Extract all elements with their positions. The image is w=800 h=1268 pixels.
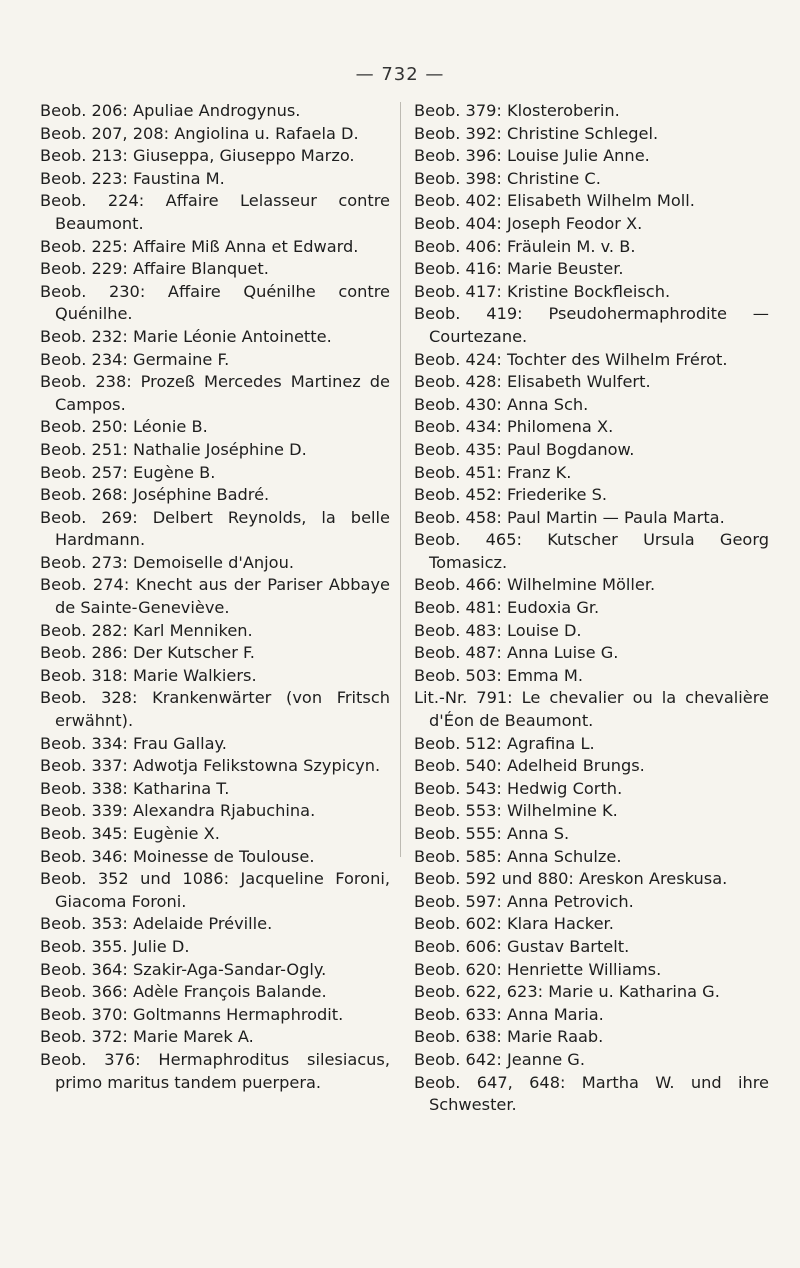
- index-entry: Beob. 338: Katharina T.: [40, 778, 230, 798]
- index-entry: Beob. 483: Louise D.: [414, 620, 582, 640]
- column-divider: [400, 102, 401, 857]
- index-entry: Beob. 334: Frau Gallay.: [40, 733, 227, 753]
- index-entry: Beob. 282: Karl Menniken.: [40, 620, 253, 640]
- index-entry: Beob. 225: Affaire Miß Anna et Edward.: [40, 236, 359, 256]
- index-entry: Beob. 318: Marie Walkiers.: [40, 665, 257, 685]
- index-entry: Beob. 428: Elisabeth Wulfert.: [414, 372, 651, 392]
- index-entry: Beob. 345: Eugènie X.: [40, 824, 220, 843]
- index-entry: Beob. 622, 623: Marie u. Katharina G.: [414, 982, 720, 1002]
- index-entry: Beob. 419: Pseudohermaphrodite — Courtezane.: [414, 304, 769, 346]
- index-entry: Beob. 273: Demoiselle d'Anjou.: [40, 552, 294, 572]
- index-entry: Beob. 451: Franz K.: [414, 462, 572, 482]
- index-entry: Beob. 458: Paul Martin — Paula Marta.: [414, 507, 725, 527]
- index-entry: Beob. 257: Eugène B.: [40, 462, 216, 482]
- index-entry: Beob. 402: Elisabeth Wilhelm Moll.: [414, 191, 695, 211]
- index-entry: Beob. 602: Klara Hacker.: [414, 914, 614, 934]
- index-entry: Beob. 213: Giuseppa, Giuseppo Marzo.: [40, 146, 355, 166]
- index-entry: Beob. 352 und 1086: Jacqueline Foroni, Giacoma Foroni.: [40, 869, 390, 911]
- index-entry: Lit.-Nr. 791: Le chevalier ou la chevalière d'Éon de Beaumont.: [414, 688, 769, 731]
- index-entry: Beob. 404: Joseph Feodor X.: [414, 213, 643, 233]
- right-column: [414, 100, 769, 1117]
- index-entry: Beob. 481: Eudoxia Gr.: [414, 598, 600, 618]
- index-entry: Beob. 620: Henriette Williams.: [414, 959, 662, 979]
- index-entry: Beob. 406: Fräulein M. v. B.: [414, 236, 636, 256]
- index-entry: Beob. 269: Delbert Reynolds, la belle Hardmann.: [40, 507, 390, 550]
- index-entry: Beob. 592 und 880: Areskon Areskusa.: [414, 869, 728, 889]
- index-entry: Beob. 417: Kristine Bockfleisch.: [414, 281, 671, 301]
- index-entry: Beob. 396: Louise Julie Anne.: [414, 146, 650, 166]
- index-entry: Beob. 647, 648: Martha W. und ihre Schwester.: [414, 1072, 769, 1115]
- index-entry: Beob. 434: Philomena X.: [414, 417, 614, 437]
- index-entry: Beob. 555: Anna S.: [414, 824, 570, 843]
- index-entry: Beob. 642: Jeanne G.: [414, 1049, 585, 1069]
- index-entry: Beob. 353: Adelaide Préville.: [40, 914, 273, 934]
- index-entry: Beob. 585: Anna Schulze.: [414, 846, 622, 866]
- index-entry: Beob. 376: Hermaphroditus silesiacus, primo maritus tandem puerpera.: [40, 1049, 390, 1092]
- index-entry: Beob. 251: Nathalie Joséphine D.: [40, 439, 307, 459]
- index-entry: Beob. 366: Adèle François Balande.: [40, 982, 327, 1002]
- index-entry: Beob. 430: Anna Sch.: [414, 394, 589, 414]
- index-entry: Beob. 465: Kutscher Ursula Georg Tomasicz.: [414, 530, 769, 572]
- index-entry: Beob. 424: Tochter des Wilhelm Frérot.: [414, 349, 728, 369]
- index-entry: Beob. 364: Szakir-Aga-Sandar-Ogly.: [40, 959, 327, 979]
- index-entry: Beob. 370: Goltmanns Hermaphrodit.: [40, 1004, 344, 1024]
- index-entry: Beob. 633: Anna Maria.: [414, 1004, 604, 1024]
- index-entry: Beob. 229: Affaire Blanquet.: [40, 259, 269, 279]
- index-entry: Beob. 435: Paul Bogdanow.: [414, 439, 635, 459]
- index-entry: Beob. 355. Julie D.: [40, 936, 190, 956]
- index-entry: Beob. 328: Krankenwärter (von Fritsch erwähnt).: [40, 688, 390, 731]
- index-entry: Beob. 606: Gustav Bartelt.: [414, 936, 630, 956]
- index-entry: Beob. 268: Joséphine Badré.: [40, 485, 270, 505]
- index-entry: Beob. 379: Klosteroberin.: [414, 101, 620, 120]
- index-entry: Beob. 224: Affaire Lelasseur contre Beaumont.: [40, 191, 390, 233]
- index-entry: Beob. 339: Alexandra Rjabuchina.: [40, 801, 316, 821]
- index-entry: Beob. 503: Emma M.: [414, 665, 583, 685]
- index-entry: Beob. 553: Wilhelmine K.: [414, 801, 618, 821]
- index-entry: Beob. 232: Marie Léonie Antoinette.: [40, 326, 332, 346]
- index-entry: Beob. 337: Adwotja Felikstowna Szypicyn.: [40, 756, 381, 776]
- index-entry: Beob. 274: Knecht aus der Pariser Abbaye de Sainte-Geneviève.: [40, 575, 390, 618]
- index-entry: Beob. 234: Germaine F.: [40, 349, 230, 369]
- index-entry: Beob. 206: Apuliae Androgynus.: [40, 101, 301, 120]
- index-entry: Beob. 207, 208: Angiolina u. Rafaela D.: [40, 123, 359, 143]
- index-entry: Beob. 597: Anna Petrovich.: [414, 891, 634, 911]
- index-entry: Beob. 452: Friederike S.: [414, 485, 607, 505]
- index-entry: Beob. 372: Marie Marek A.: [40, 1027, 254, 1047]
- index-entry: Beob. 540: Adelheid Brungs.: [414, 756, 645, 776]
- index-entry: Beob. 250: Léonie B.: [40, 417, 208, 437]
- index-entry: Beob. 286: Der Kutscher F.: [40, 643, 255, 663]
- index-entry: Beob. 223: Faustina M.: [40, 168, 225, 188]
- index-entry: Beob. 346: Moinesse de Toulouse.: [40, 846, 315, 866]
- index-entry: Beob. 543: Hedwig Corth.: [414, 778, 623, 798]
- index-entry: Beob. 398: Christine C.: [414, 168, 601, 188]
- index-entry: Beob. 392: Christine Schlegel.: [414, 123, 659, 143]
- index-entry: Beob. 512: Agrafina L.: [414, 733, 595, 753]
- index-entry: Beob. 638: Marie Raab.: [414, 1027, 604, 1047]
- index-entry: Beob. 466: Wilhelmine Möller.: [414, 575, 656, 595]
- index-entry: Beob. 416: Marie Beuster.: [414, 259, 624, 279]
- index-entry: Beob. 238: Prozeß Mercedes Martinez de Campos.: [40, 372, 390, 414]
- left-column: [40, 100, 390, 1094]
- index-entry: Beob. 487: Anna Luise G.: [414, 643, 619, 663]
- index-entry: Beob. 230: Affaire Quénilhe contre Quénilhe.: [40, 281, 390, 324]
- page-number: — 732 —: [355, 64, 445, 85]
